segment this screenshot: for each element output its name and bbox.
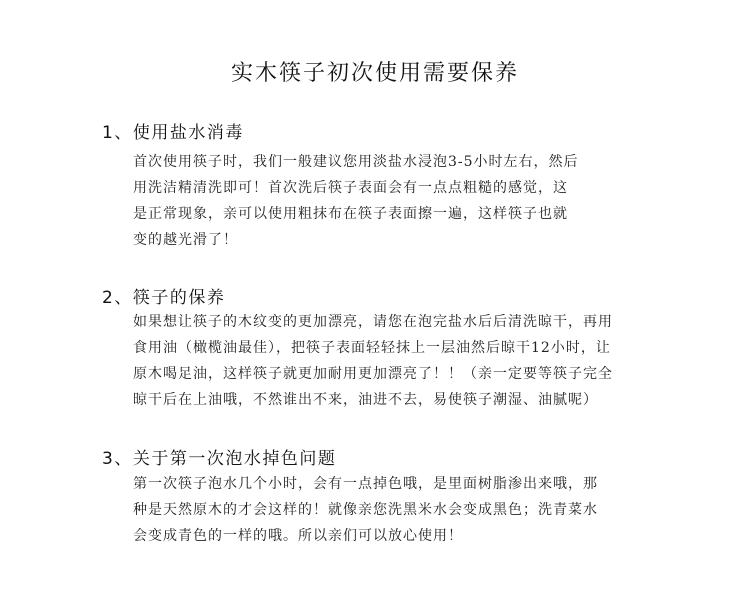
page-title: 实木筷子初次使用需要保养: [230, 61, 519, 86]
body-line: 第一次筷子泡水几个小时，会有一点掉色哦，是里面树脂渗出来哦，那: [133, 476, 598, 492]
body-line: 是正常现象，亲可以使用粗抹布在筷子表面擦一遍，这样筷子也就: [133, 206, 568, 222]
section-heading: 1、使用盐水消毒: [102, 123, 244, 143]
section-heading: 3、关于第一次泡水掉色问题: [102, 449, 337, 469]
section-heading: 2、筷子的保养: [102, 288, 226, 308]
body-line: 变的越光滑了！: [133, 232, 238, 248]
body-line: 如果想让筷子的木纹变的更加漂亮，请您在泡完盐水后后清洗晾干，再用: [133, 314, 613, 330]
section-disinfect: [102, 118, 579, 253]
body-line: 首次使用筷子时，我们一般建议您用淡盐水浸泡3-5小时左右，然后: [133, 154, 579, 170]
section-color-fading: [102, 444, 598, 549]
section-maintenance: [102, 283, 613, 413]
section-body: [133, 149, 579, 253]
body-line: 会变成青色的一样的哦。所以亲们可以放心使用！: [133, 528, 463, 544]
body-line: 晾干后在上油哦，不然谁出不来，油进不去，易使筷子潮湿、油腻呢）: [133, 392, 598, 408]
body-line: 用洗洁精清洗即可！首次洗后筷子表面会有一点点粗糙的感觉，这: [133, 180, 568, 196]
body-line: 原木喝足油，这样筷子就更加耐用更加漂亮了！！（亲一定要等筷子完全: [133, 366, 613, 382]
body-line: 食用油（橄榄油最佳），把筷子表面轻轻抹上一层油然后晾干12小时，让: [133, 340, 611, 356]
section-body: [133, 309, 613, 413]
body-line: 种是天然原木的才会这样的！就像亲您洗黑米水会变成黑色；洗青菜水: [133, 502, 598, 518]
section-body: [133, 471, 598, 549]
